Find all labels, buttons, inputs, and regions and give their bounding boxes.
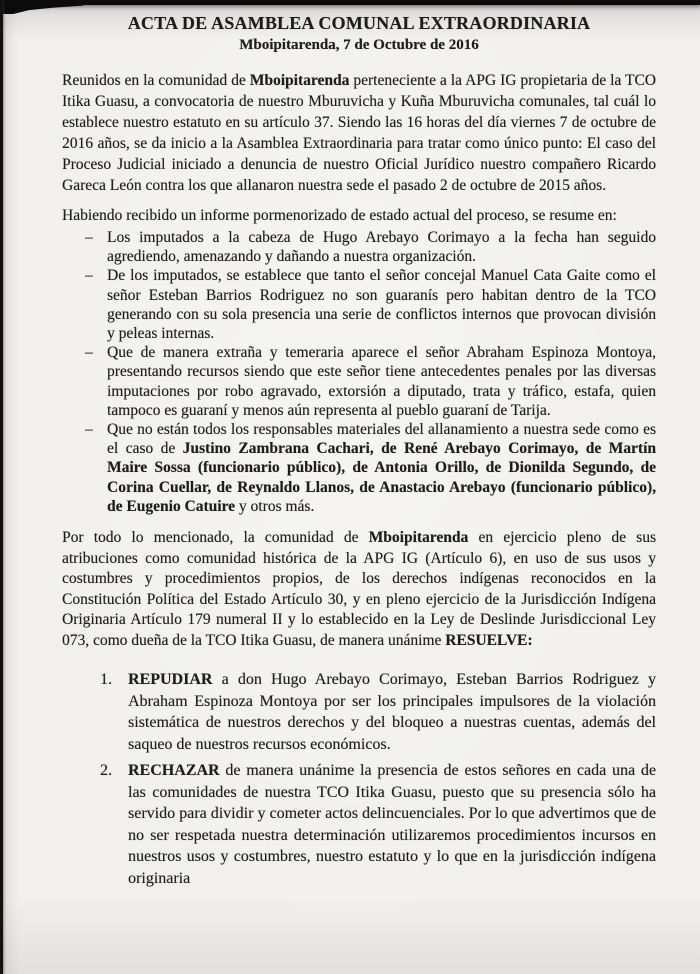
scan-edge-top	[0, 0, 700, 5]
item-number: 1.	[100, 671, 112, 689]
list-item	[62, 266, 656, 343]
bullet-text: De los imputados, se establece que tanto el señor concejal Manuel Cata Gaite como el señor Esteban Barrios Rodriguez no son guaranís pero habitan dentro de la TCO generando con su sola presencia una serie de conflictos internos que provocan división y peleas internas.	[107, 267, 656, 343]
scan-edge-left	[0, 0, 3, 974]
resolution-item	[62, 669, 656, 755]
bullet-text: Los imputados a la cabeza de Hugo Arebayo Corimayo a la fecha han seguido agrediendo, amenazando y dañando a nuestra organización.	[107, 229, 656, 266]
dash-marker: –	[85, 421, 93, 439]
list-item	[62, 228, 656, 266]
paragraph-report-summary: Habiendo recibido un informe pormenorizado de estado actual del proceso, se resume en:	[62, 207, 617, 224]
document-title: ACTA DE ASAMBLEA COMUNAL EXTRAORDINARIA	[127, 13, 591, 33]
resolution-text: REPUDIAR a don Hugo Arebayo Corimayo, Esteban Barrios Rodriguez y Abraham Espinoza Montoya por ser los principales impulsores de la violación sistemática de nuestros derechos y del bloqueo a nuestras cuentas, además del saqueo de nuestros recursos económicos.	[128, 671, 656, 753]
dash-marker: –	[85, 344, 93, 362]
dash-marker: –	[85, 267, 93, 285]
list-item	[62, 343, 656, 420]
document-date-line: Mboipitarenda, 7 de Octubre de 2016	[239, 37, 479, 53]
resolutions-list	[62, 669, 656, 889]
document-body	[62, 12, 656, 894]
list-item	[62, 420, 656, 516]
summary-bullet-list	[62, 228, 656, 516]
resolution-text: RECHAZAR de manera unánime la presencia de estos señores en cada una de las comunidades de nuestra TCO Itika Guasu, puesto que su presencia sólo ha servido para dividir y cometer actos delincuenciales. Por lo que advertimos que de no ser respetada nuestra determinación utilizaremos procedimientos incursos en nuestros usos y costumbres, nuestro estatuto y lo que en la jurisdicción indígena originaria	[128, 762, 656, 887]
dash-marker: –	[85, 229, 93, 246]
item-number: 2.	[100, 762, 112, 780]
paragraph-resolution-intro: Por todo lo mencionado, la comunidad de Mboipitarenda en ejercicio pleno de sus atribuciones como comunidad histórica de la APG IG (Artículo 6), en uso de sus usos y costumbres y procedimientos propios, de los derechos indígenas reconocidos en la Constitución Política del Estado Artículo 30, y en pleno ejercicio de la Jurisdicción Indígena Originaria Artículo 179 numeral II y lo establecido en la Ley de Deslinde Jurisdiccional Ley 073, como dueña de la TCO Itika Guasu, de manera unánime RESUELVE:	[62, 529, 656, 649]
bullet-text: Que no están todos los responsables materiales del allanamiento a nuestra sede como es el caso de Justino Zambrana Cachari, de René Arebayo Corimayo, de Martín Maire Sossa (funcionario público), de Antonia Orillo, de Dionilda Segundo, de Corina Cuellar, de Reynaldo Llanos, de Anastacio Arebayo (funcionario público), de Eugenio Catuire y otros más.	[107, 421, 656, 515]
resolution-item	[62, 760, 656, 889]
paragraph-intro: Reunidos en la comunidad de Mboipitarenda perteneciente a la APG IG propietaria de la TCO Itika Guasu, a convocatoria de nuestro Mburuvicha y Kuña Mburuvicha comunales, tal cuál lo establece nuestro estatuto en su artículo 37. Siendo las 16 horas del día viernes 7 de octubre de 2016 años, se da inicio a la Asamblea Extraordinaria para tratar como único punto: El caso del Proceso Judicial iniciado a denuncia de nuestro Oficial Jurídico nuestro compañero Ricardo Gareca León contra los que allanaron nuestra sede el pasado 2 de octubre de 2015 años.	[62, 72, 656, 194]
bullet-text: Que de manera extraña y temeraria aparece el señor Abraham Espinoza Montoya, presentando recursos siendo que este señor tiene antecedentes penales por las diversas imputaciones por robo agravado, extorsión a diputado, trata y tráfico, estafa, quien tampoco es guaraní y menos aún representa al pueblo guaraní de Tarija.	[107, 344, 656, 419]
